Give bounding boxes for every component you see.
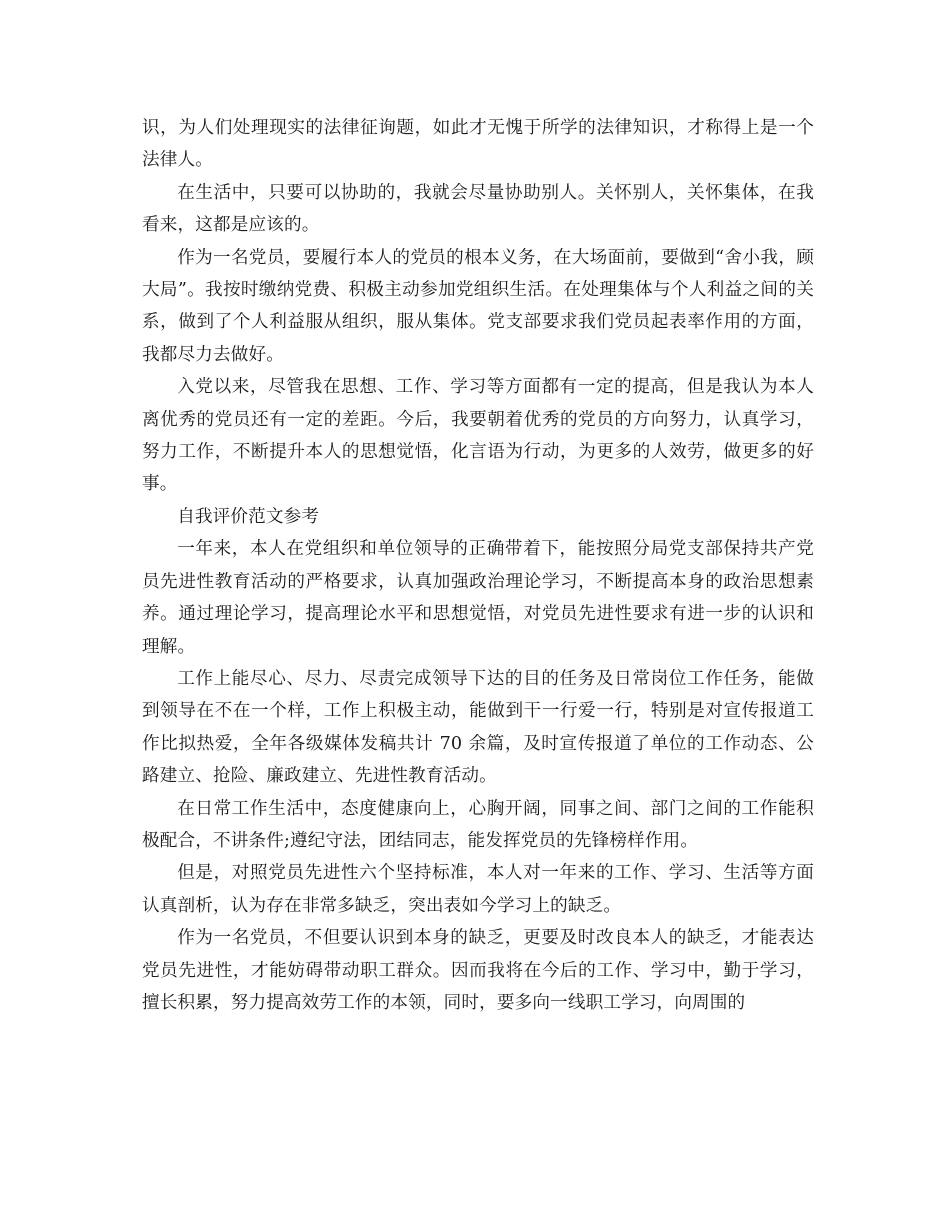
section-heading: 自我评价范文参考	[177, 506, 320, 527]
paragraph-5: 一年来，本人在党组织和单位领导的正确带着下，能按照分局党支部保持共产党员先进性教育活动的严格要求，认真加强政治理论学习，不断提高本身的政治思想素养。通过理论学习，提高理论水平和思想觉悟，对党员先进性要求有进一步的认识和理解。	[142, 539, 814, 657]
paragraph-7: 在日常工作生活中，态度健康向上，心胸开阔，同事之间、部门之间的工作能积极配合，不讲条件;遵纪守法，团结同志，能发挥党员的先锋榜样作用。	[142, 798, 814, 851]
document-body	[142, 112, 814, 1019]
paragraph-3: 作为一名党员，要履行本人的党员的根本义务，在大场面前，要做到“舍小我，顾大局”。我按时缴纳党费、积极主动参加党组织生活。在处理集体与个人利益之间的关系，做到了个人利益服从组织，服从集体。党支部要求我们党员起表率作用的方面，我都尽力去做好。	[142, 247, 814, 365]
paragraph-8: 但是，对照党员先进性六个坚持标准，本人对一年来的工作、学习、生活等方面认真剖析，认为存在非常多缺乏，突出表如今学习上的缺乏。	[142, 863, 814, 916]
paragraph-4: 入党以来，尽管我在思想、工作、学习等方面都有一定的提高，但是我认为本人离优秀的党员还有一定的差距。今后，我要朝着优秀的党员的方向努力，认真学习，努力工作，不断提升本人的思想觉悟，化言语为行动，为更多的人效劳，做更多的好事。	[142, 377, 814, 495]
paragraph-6: 工作上能尽心、尽力、尽责完成领导下达的目的任务及日常岗位工作任务，能做到领导在不在一个样，工作上积极主动，能做到干一行爱一行，特别是对宣传报道工作比拟热爱，全年各级媒体发稿共计 70 余篇，及时宣传报道了单位的工作动态、公路建立、抢险、廉政建立、先进性教育活动。	[142, 668, 814, 787]
paragraph-2: 在生活中，只要可以协助的，我就会尽量协助别人。关怀别人，关怀集体，在我看来，这都是应该的。	[142, 182, 814, 236]
paragraph-9: 作为一名党员，不但要认识到本身的缺乏，更要及时改良本人的缺乏，才能表达党员先进性，才能妨碍带动职工群众。因而我将在今后的工作、学习中，勤于学习，擅长积累，努力提高效劳工作的本领，同时，要多向一线职工学习，向周围的	[142, 928, 814, 1013]
paragraph-1: 识，为人们处理现实的法律征询题，如此才无愧于所学的法律知识，才称得上是一个法律人。	[142, 118, 814, 171]
